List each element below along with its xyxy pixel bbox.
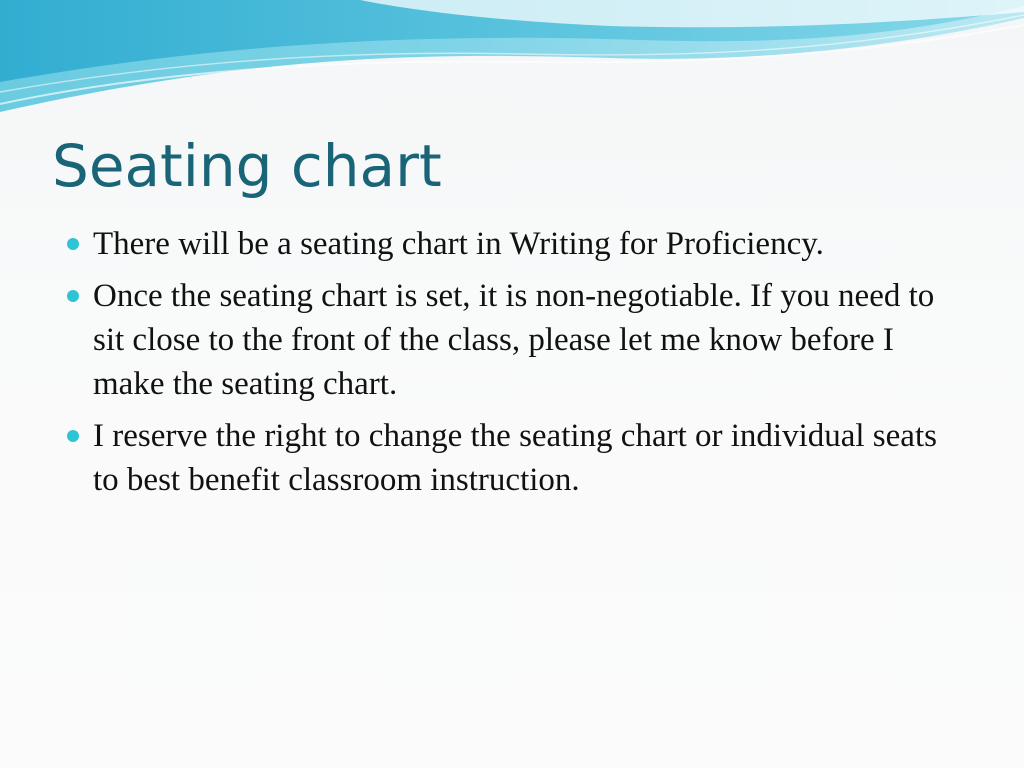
bullet-icon: [67, 238, 79, 250]
bullet-item: [66, 414, 966, 502]
decorative-wave-banner: [0, 0, 1024, 120]
bullet-text: Once the seating chart is set, it is non-negotiable. If you need to sit close to the front of the class, please let me know before I make the seating chart.: [93, 278, 935, 402]
bullet-icon: [67, 290, 79, 302]
bullet-text: I reserve the right to change the seating chart or individual seats to best benefit classroom instruction.: [93, 418, 937, 498]
bullet-list: [66, 222, 966, 510]
slide-title: Seating chart: [52, 132, 442, 200]
bullet-item: [66, 222, 966, 266]
bullet-icon: [67, 430, 79, 442]
bullet-text: There will be a seating chart in Writing for Proficiency.: [93, 226, 824, 262]
bullet-item: [66, 274, 966, 406]
